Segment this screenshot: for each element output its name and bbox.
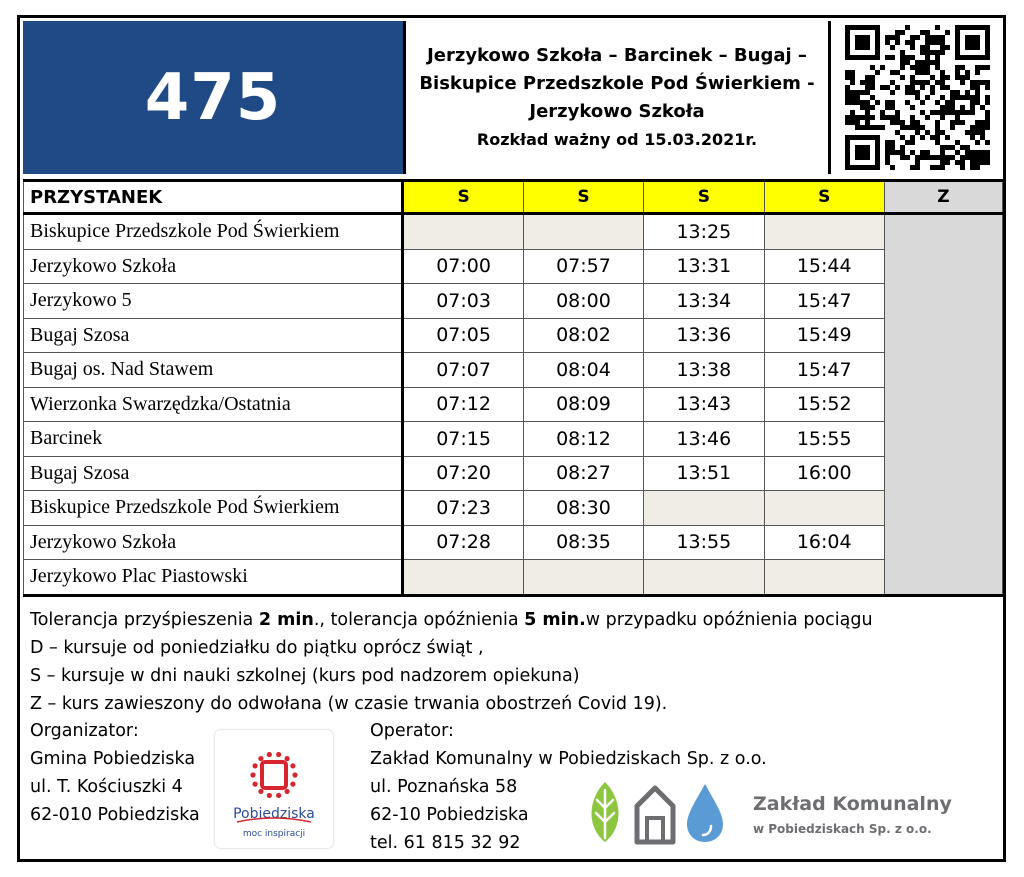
time-cell: 15:49 (764, 318, 884, 353)
time-cell: 08:02 (523, 318, 643, 353)
route-title-line-3: Jerzykowo Szkoła (529, 100, 705, 122)
time-cell: 13:25 (644, 214, 764, 250)
zaklad-komunalny-logo (585, 778, 985, 848)
table-row (24, 353, 1003, 388)
time-cell: 07:03 (403, 284, 523, 319)
time-cell: 15:47 (764, 284, 884, 319)
tolerance-prefix: Tolerancja przyśpieszenia (30, 610, 259, 630)
time-cell: 07:00 (403, 249, 523, 284)
pobiedziska-logo-icon (215, 730, 333, 848)
time-cell (764, 491, 884, 526)
header-stop: PRZYSTANEK (24, 181, 403, 214)
organizer-label: Organizator: (30, 721, 139, 741)
time-cell: 07:07 (403, 353, 523, 388)
stop-name: Wierzonka Swarzędzka/Ostatnia (24, 387, 403, 422)
organizer-name: Gmina Pobiedziska (30, 749, 196, 769)
header-course-5: Z (884, 181, 1002, 214)
tolerance-mid: ., tolerancja opóźnienia (313, 610, 525, 630)
table-row (24, 422, 1003, 457)
zk-logo-line2: w Pobiedziskach Sp. z o.o. (753, 822, 932, 836)
time-cell: 08:27 (523, 456, 643, 491)
time-cell: 15:47 (764, 353, 884, 388)
stop-name: Jerzykowo Plac Piastowski (24, 560, 403, 596)
legend-z: Z – kurs zawieszony do odwołana (w czasie trwania obostrzeń Covid 19). (30, 694, 668, 714)
pobiedziska-logo-name: Pobiedziska (233, 806, 315, 822)
route-title-line-1: Jerzykowo Szkoła – Barcinek – Bugaj – (427, 44, 807, 66)
stop-name: Jerzykowo 5 (24, 284, 403, 319)
time-cell: 13:55 (644, 525, 764, 560)
qr-code-icon[interactable] (845, 25, 990, 170)
time-cell: 13:46 (644, 422, 764, 457)
time-cell: 07:57 (523, 249, 643, 284)
time-cell (403, 560, 523, 596)
time-cell: 08:12 (523, 422, 643, 457)
table-row (24, 456, 1003, 491)
stop-name: Bugaj Szosa (24, 456, 403, 491)
pobiedziska-logo-tagline: moc inspiracji (242, 829, 306, 839)
suspended-cell (884, 387, 1002, 422)
stop-name: Jerzykowo Szkoła (24, 249, 403, 284)
header-course-4: S (764, 181, 884, 214)
time-cell (523, 560, 643, 596)
time-cell: 07:05 (403, 318, 523, 353)
table-row (24, 560, 1003, 596)
time-cell: 13:51 (644, 456, 764, 491)
suspended-cell (884, 249, 1002, 284)
suspended-cell (884, 284, 1002, 319)
header-course-1: S (403, 181, 523, 214)
stop-name: Jerzykowo Szkoła (24, 525, 403, 560)
time-cell (523, 214, 643, 250)
table-row (24, 525, 1003, 560)
suspended-cell (884, 318, 1002, 353)
operator-city: 62-10 Pobiedziska (370, 805, 529, 825)
time-cell: 08:09 (523, 387, 643, 422)
time-cell: 08:35 (523, 525, 643, 560)
suspended-cell (884, 353, 1002, 388)
time-cell: 07:23 (403, 491, 523, 526)
table-row (24, 284, 1003, 319)
time-cell (764, 560, 884, 596)
valid-from: Rozkład ważny od 15.03.2021r. (476, 129, 758, 149)
leaf-icon (592, 782, 619, 842)
stop-name: Bugaj os. Nad Stawem (24, 353, 403, 388)
time-cell: 16:04 (764, 525, 884, 560)
suspended-cell (884, 491, 1002, 526)
route-number-box (23, 21, 403, 174)
stop-name: Biskupice Przedszkole Pod Świerkiem (24, 214, 403, 250)
table-row (24, 249, 1003, 284)
table-row (24, 491, 1003, 526)
suspended-cell (884, 214, 1002, 250)
time-cell (764, 214, 884, 250)
time-cell: 13:34 (644, 284, 764, 319)
time-cell (403, 214, 523, 250)
time-cell: 08:30 (523, 491, 643, 526)
operator-street: ul. Poznańska 58 (370, 777, 518, 797)
tolerance-late: 5 min. (524, 610, 586, 630)
time-cell: 15:52 (764, 387, 884, 422)
legend-d: D – kursuje od poniedziałku do piątku oprócz świąt , (30, 638, 484, 658)
time-cell: 15:44 (764, 249, 884, 284)
time-cell: 15:55 (764, 422, 884, 457)
route-number: 475 (144, 60, 282, 135)
stop-name: Biskupice Przedszkole Pod Świerkiem (24, 491, 403, 526)
route-title-line-2: Biskupice Przedszkole Pod Świerkiem - (419, 72, 815, 94)
time-cell: 13:43 (644, 387, 764, 422)
operator-name: Zakład Komunalny w Pobiedziskach Sp. z o.o. (370, 749, 767, 769)
time-cell: 07:20 (403, 456, 523, 491)
header-course-3: S (644, 181, 764, 214)
timetable-frame (17, 15, 1006, 862)
house-icon (637, 788, 673, 842)
operator-phone: tel. 61 815 32 92 (370, 833, 521, 853)
table-row (24, 387, 1003, 422)
suspended-cell (884, 525, 1002, 560)
organizer-street: ul. T. Kościuszki 4 (30, 777, 183, 797)
suspended-cell (884, 560, 1002, 596)
header-course-2: S (523, 181, 643, 214)
time-cell: 07:28 (403, 525, 523, 560)
suspended-cell (884, 422, 1002, 457)
pobiedziska-logo (215, 730, 333, 848)
water-drop-icon (687, 784, 723, 842)
legend-notes (30, 606, 873, 718)
operator-label: Operator: (370, 721, 454, 741)
time-cell: 08:00 (523, 284, 643, 319)
table-row (24, 214, 1003, 250)
table-header-row (24, 181, 1003, 214)
tolerance-note (30, 606, 873, 634)
time-cell: 13:36 (644, 318, 764, 353)
qr-code-box[interactable] (831, 21, 1003, 174)
time-cell: 08:04 (523, 353, 643, 388)
time-cell (644, 491, 764, 526)
table-row (24, 318, 1003, 353)
stop-name: Barcinek (24, 422, 403, 457)
tolerance-suffix: w przypadku opóźnienia pociągu (585, 610, 873, 630)
time-cell: 07:15 (403, 422, 523, 457)
suspended-cell (884, 456, 1002, 491)
time-cell: 16:00 (764, 456, 884, 491)
time-cell: 07:12 (403, 387, 523, 422)
zk-logo-line1: Zakład Komunalny (753, 793, 952, 815)
stop-name: Bugaj Szosa (24, 318, 403, 353)
organizer-block (30, 717, 200, 829)
tolerance-early: 2 min (258, 610, 314, 630)
legend-s: S – kursuje w dni nauki szkolnej (kurs pod nadzorem opiekuna) (30, 666, 580, 686)
time-cell (644, 560, 764, 596)
timetable (23, 179, 1003, 597)
time-cell: 13:31 (644, 249, 764, 284)
time-cell: 13:38 (644, 353, 764, 388)
route-title-box (403, 21, 831, 174)
organizer-city: 62-010 Pobiedziska (30, 805, 200, 825)
